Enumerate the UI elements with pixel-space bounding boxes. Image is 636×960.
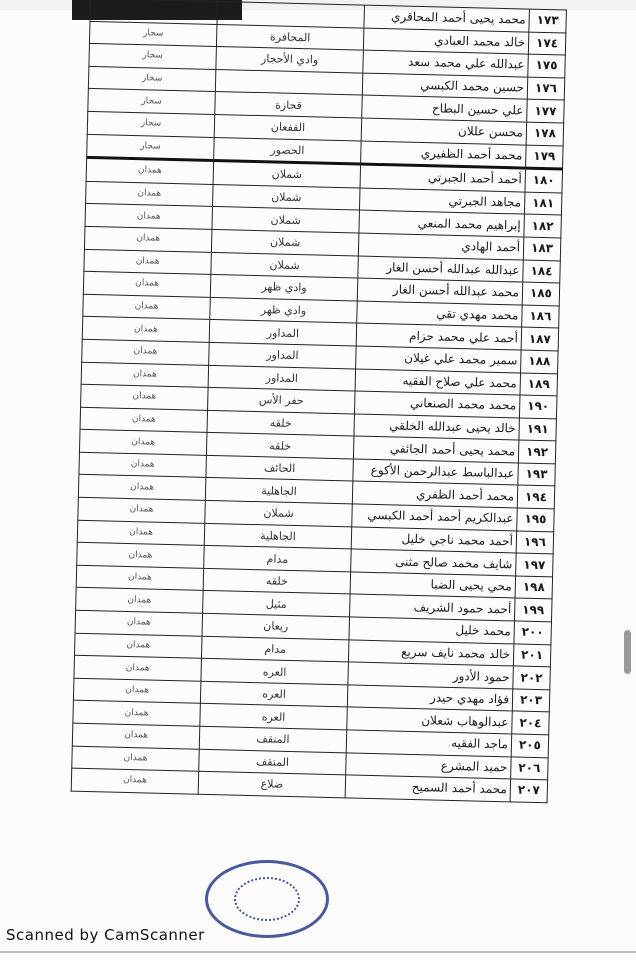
person-name: محي يحيى الضبا — [350, 572, 516, 599]
person-name: محمد يحيى أحمد الجائفي — [353, 436, 519, 463]
row-number: ١٩٩ — [514, 598, 552, 621]
row-number: ١٨٩ — [520, 373, 558, 396]
district-name: همدان — [72, 723, 200, 749]
area-name: الحصور — [214, 137, 362, 164]
person-name: أحمد حمود الشريف — [350, 594, 516, 621]
area-name: الجاهلية — [205, 478, 353, 504]
district-name: سحار — [87, 111, 215, 137]
row-number: ١٧٧ — [527, 99, 565, 122]
district-name: همدان — [81, 384, 209, 410]
district-name: سحار — [88, 89, 216, 115]
scrollbar[interactable] — [624, 630, 631, 674]
district-name: همدان — [81, 362, 209, 388]
district-name: همدان — [82, 317, 210, 343]
person-name: سمير محمد علي غيلان — [356, 346, 522, 373]
area-name: شملان — [211, 252, 359, 278]
district-name: همدان — [79, 452, 207, 478]
district-name: همدان — [83, 271, 211, 297]
person-name: أحمد أحمد الجبرتي — [360, 164, 526, 192]
row-number: ١٧٦ — [527, 77, 565, 100]
area-name: المداور — [208, 365, 356, 391]
district-name: سحار — [89, 44, 217, 70]
person-name: خالد محمد العبادي — [363, 28, 529, 55]
area-name: العره — [201, 659, 349, 685]
area-name: ريعان — [202, 613, 350, 639]
district-name: همدان — [76, 565, 204, 591]
person-name: حميد المشرع — [346, 752, 512, 779]
row-number: ١٧٩ — [526, 145, 564, 169]
district-name: سحار — [87, 134, 215, 161]
row-number: ١٨٢ — [524, 214, 562, 237]
district-name: همدان — [77, 520, 205, 546]
district-name: همدان — [75, 610, 203, 636]
scanner-watermark: Scanned by CamScanner — [6, 926, 205, 944]
person-name: خالد يحيى عبدالله الخلقي — [354, 414, 520, 441]
area-name: الحائف — [206, 455, 354, 481]
row-number: ١٨٥ — [522, 282, 560, 305]
row-number: ١٨٦ — [522, 305, 560, 328]
person-name: خالد محمد نايف سريع — [348, 640, 514, 667]
area-name: العره — [200, 681, 348, 707]
district-name: همدان — [80, 407, 208, 433]
row-number: ٢٠٤ — [512, 711, 550, 734]
area-name: المنقف — [199, 749, 347, 775]
person-name: أحمد علي محمد حزام — [356, 323, 522, 350]
person-name: محسن عللان — [361, 118, 527, 145]
seal-emblem — [234, 877, 300, 921]
district-name: همدان — [73, 678, 201, 704]
row-number: ١٨٧ — [521, 327, 559, 350]
district-name: همدان — [83, 294, 211, 320]
person-name: حسين محمد الكبسي — [362, 73, 528, 100]
row-number: ١٨١ — [524, 192, 562, 215]
row-number: ١٩٥ — [517, 508, 555, 531]
row-number: ١٩٣ — [518, 463, 556, 486]
person-name: عبدالله عبدالله أحسن الغار — [358, 256, 524, 283]
person-name: عبدالكريم أحمد أحمد الكبسي — [352, 504, 518, 531]
person-name: محمد مهدي تقي — [357, 301, 523, 328]
person-name: محمد أحمد السميح — [345, 775, 511, 802]
person-name: عبدالباسط عبدالرحمن الأكوع — [353, 459, 519, 486]
district-name: سحار — [88, 66, 216, 92]
row-number: ١٩٨ — [515, 576, 553, 599]
area-name: المنقف — [199, 726, 347, 752]
district-name: همدان — [75, 633, 203, 659]
district-name: همدان — [72, 746, 200, 772]
row-number: ١٩٧ — [516, 553, 554, 576]
person-name: ماجد الفقيه — [346, 730, 512, 757]
area-name: القفعان — [214, 114, 362, 140]
district-name: همدان — [82, 339, 210, 365]
area-name: شملان — [213, 161, 361, 188]
row-number: ١٧٣ — [529, 9, 567, 32]
person-name: محمد خليل — [349, 617, 515, 644]
person-name: عبدالوهاب شعلان — [347, 707, 513, 734]
row-number: ٢٠٠ — [514, 621, 552, 644]
row-number: ١٨٣ — [523, 237, 561, 260]
district-name: همدان — [86, 181, 214, 207]
person-name: محمد أحمد الظفيري — [361, 141, 527, 169]
bottom-divider — [0, 951, 636, 953]
area-name: خلقه — [207, 410, 355, 436]
person-name: أحمد محمد ناجي خليل — [351, 527, 517, 554]
person-name: محمد يحيى أحمد المحاقري — [364, 5, 530, 32]
person-name: محمد أحمد الظفري — [352, 481, 518, 508]
district-name: همدان — [73, 701, 201, 727]
area-name: شملان — [213, 184, 361, 210]
row-number: ١٧٤ — [528, 32, 566, 55]
row-number: ١٩٠ — [519, 395, 557, 418]
area-name: المحافرة — [216, 24, 364, 50]
row-number: ١٧٥ — [528, 54, 566, 77]
district-name: همدان — [76, 588, 204, 614]
person-name: محمد عبدالله أحسن الغار — [357, 278, 523, 305]
district-name: همدان — [86, 158, 214, 185]
row-number: ١٨٠ — [525, 168, 563, 192]
person-name: محمد محمد الصنعاني — [354, 391, 520, 418]
area-name: وادي ظهر — [210, 297, 358, 323]
row-number: ٢٠٢ — [513, 666, 551, 689]
document-sheet — [37, 0, 620, 941]
person-name: عبدالله علي محمد سعد — [363, 50, 529, 77]
row-number: ١٩٤ — [517, 485, 555, 508]
person-name: مجاهد الجبرتي — [359, 188, 525, 215]
area-name: ضلاع — [198, 771, 346, 797]
area-name: مثيل — [203, 591, 351, 617]
district-name: همدان — [78, 475, 206, 501]
area-name: مدام — [201, 636, 349, 662]
person-name: محمد علي صلاح الفقيه — [355, 368, 521, 395]
district-name: همدان — [74, 655, 202, 681]
area-name: المداور — [209, 320, 357, 346]
names-table-body — [71, 0, 566, 803]
area-name: خلقه — [206, 433, 354, 459]
official-seal — [205, 860, 329, 938]
area-name: العره — [200, 704, 348, 730]
row-number: ١٩٦ — [516, 531, 554, 554]
person-name: شايف محمد صالح مثنى — [351, 549, 517, 576]
row-number: ٢٠١ — [513, 644, 551, 667]
district-name: همدان — [79, 430, 207, 456]
row-number: ١٩٢ — [518, 440, 556, 463]
area-name: مدام — [204, 546, 352, 572]
row-number: ١٧٨ — [526, 122, 564, 145]
row-number: ١٨٨ — [521, 350, 559, 373]
district-name: سحار — [89, 21, 217, 47]
area-name: خلقه — [203, 568, 351, 594]
row-number: ١٩١ — [519, 418, 557, 441]
row-number: ٢٠٥ — [511, 734, 549, 757]
district-name: همدان — [78, 497, 206, 523]
area-name: المداور — [209, 342, 357, 368]
district-name: همدان — [85, 204, 213, 230]
row-number: ٢٠٧ — [510, 779, 548, 802]
district-name: همدان — [84, 226, 212, 252]
person-name: حمود الأدور — [348, 662, 514, 689]
area-name: وادي ظهر — [210, 275, 358, 301]
person-name: أحمد الهادي — [358, 233, 524, 260]
district-name: همدان — [84, 249, 212, 275]
area-name: الجاهلية — [204, 523, 352, 549]
person-name: علي حسين البطاح — [362, 95, 528, 122]
area-name: حفر الأس — [208, 387, 356, 413]
area-name: شملان — [211, 229, 359, 255]
names-table — [71, 0, 567, 803]
district-name: همدان — [77, 542, 205, 568]
person-name: فؤاد مهدي حيدر — [347, 685, 513, 712]
area-name: شملان — [205, 500, 353, 526]
row-number: ٢٠٦ — [511, 757, 549, 780]
area-name: قحازة — [215, 92, 363, 118]
person-name: إبراهيم محمد المنعي — [359, 210, 525, 237]
row-number: ١٨٤ — [523, 260, 561, 283]
area-name: شملان — [212, 207, 360, 233]
row-number: ٢٠٣ — [512, 689, 550, 712]
area-name: وادي الأحجار — [216, 47, 364, 73]
district-name: همدان — [71, 768, 199, 794]
